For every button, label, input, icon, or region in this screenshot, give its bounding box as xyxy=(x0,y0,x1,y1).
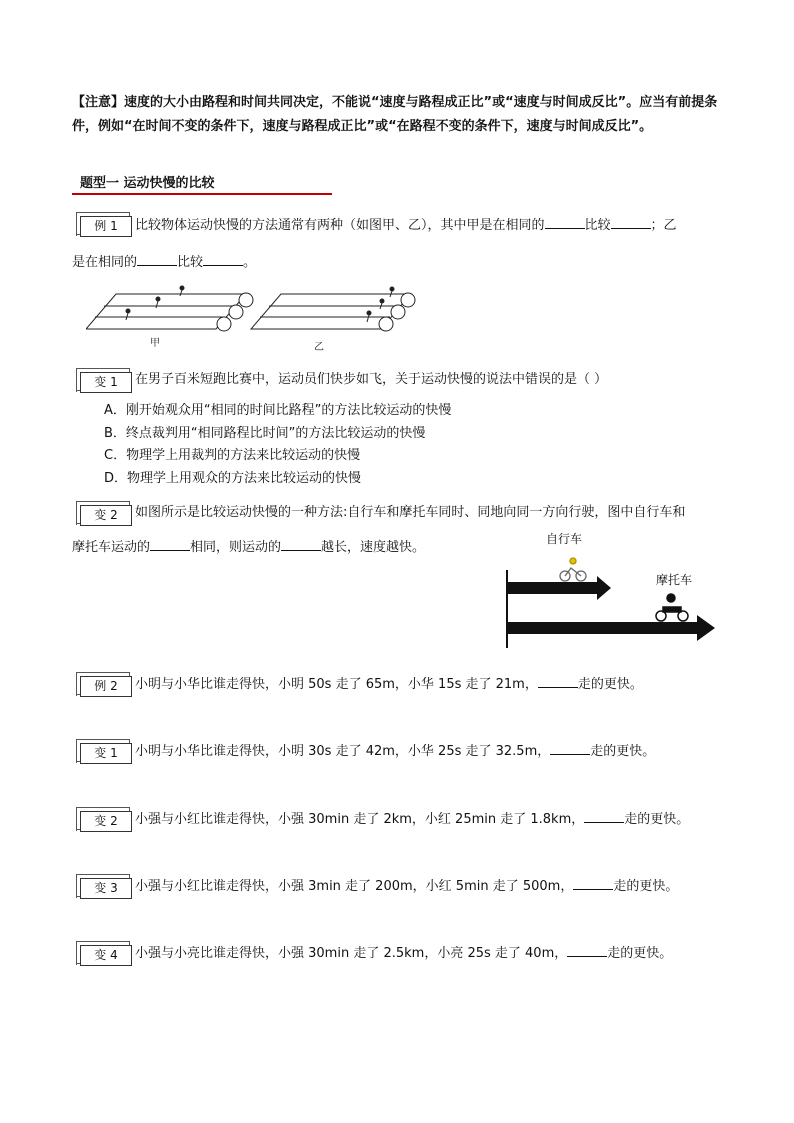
option-d: D．物理学上用观众的方法来比较运动的快慢 xyxy=(104,471,362,486)
blank xyxy=(545,216,585,229)
option-c: C．物理学上用裁判的方法来比较运动的快慢 xyxy=(104,448,361,463)
var2-text-a: 摩托车运动的 xyxy=(72,540,151,555)
ex1-text-a: 比较物体运动快慢的方法通常有两种（如图甲、乙），其中甲是在相同的 xyxy=(135,218,545,233)
blank xyxy=(550,742,590,755)
variant-2b-tag: 变 2 xyxy=(80,811,132,832)
blank xyxy=(538,675,578,688)
blank xyxy=(611,216,651,229)
note-tag: 【注意】 xyxy=(72,95,125,110)
bicycle-icon xyxy=(560,558,586,581)
blank xyxy=(584,810,624,823)
blank xyxy=(137,253,177,266)
blank xyxy=(281,538,321,551)
v1b-text-a: 小明与小华比谁走得快，小明 30s 走了 42m，小华 25s 走了 32.5m， xyxy=(135,744,551,759)
motorcycle-icon xyxy=(656,594,688,621)
bike-arrow xyxy=(507,576,611,600)
blank xyxy=(567,944,607,957)
v3b-text-b: 走的更快。 xyxy=(613,879,679,894)
blank xyxy=(573,877,613,890)
var2-text-b: 相同，则运动的 xyxy=(190,540,282,555)
example-1-line1 xyxy=(135,216,735,236)
ex1-text-f: 。 xyxy=(243,255,257,270)
bike-moto-figure xyxy=(505,552,720,652)
runner-icon xyxy=(126,286,184,320)
example-1-tag: 例 1 xyxy=(80,216,132,237)
v2b-text-b: 走的更快。 xyxy=(624,812,690,827)
v2b-text-a: 小强与小红比谁走得快，小强 30min 走了 2km，小红 25min 走了 1.8km， xyxy=(135,812,585,827)
clock-icon xyxy=(379,293,415,331)
ex1-text-e: 比较 xyxy=(177,255,204,270)
bike-label: 自行车 xyxy=(546,532,583,546)
variant-4b-tag: 变 4 xyxy=(80,945,132,966)
v4b-text-a: 小强与小亮比谁走得快，小强 30min 走了 2.5km，小亮 25s 走了 40m， xyxy=(135,946,568,961)
option-b: B．终点裁判用“相同路程比时间”的方法比较运动的快慢 xyxy=(104,426,426,441)
example-2-tag: 例 2 xyxy=(80,676,132,697)
variant-1b-text xyxy=(135,742,735,762)
note-text: 速度的大小由路程和时间共同决定，不能说“速度与路程成正比”或“速度与时间成反比”。应当有前提条件，例如“在时间不变的条件下，速度与路程成正比”或“在路程不变的条件下，速度与时间成反比”。 xyxy=(72,95,718,134)
note-paragraph xyxy=(72,91,728,139)
variant-2-line1: 如图所示是比较运动快慢的一种方法:自行车和摩托车同时、同地向同一方向行驶，图中自行车和 xyxy=(135,505,686,520)
variant-4b-text xyxy=(135,944,735,964)
variant-3b-tag: 变 3 xyxy=(80,878,132,899)
section-title: 题型一 运动快慢的比较 xyxy=(80,176,215,191)
variant-1-tag: 变 1 xyxy=(80,372,132,393)
figure-label-jia: 甲 xyxy=(150,338,160,349)
variant-3b-text xyxy=(135,877,735,897)
ex2-text-a: 小明与小华比谁走得快，小明 50s 走了 65m，小华 15s 走了 21m， xyxy=(135,677,538,692)
variant-1b-tag: 变 1 xyxy=(80,743,132,764)
moto-label: 摩托车 xyxy=(656,573,693,587)
section-underline xyxy=(72,193,332,195)
variant-2-line2 xyxy=(72,538,492,558)
ex2-text-b: 走的更快。 xyxy=(577,677,643,692)
v1b-text-b: 走的更快。 xyxy=(590,744,656,759)
v3b-text-a: 小强与小红比谁走得快，小强 3min 走了 200m，小红 5min 走了 500m， xyxy=(135,879,574,894)
figure-label-yi: 乙 xyxy=(314,342,324,353)
ex1-text-b: 比较 xyxy=(584,218,611,233)
variant-1-stem: 在男子百米短跑比赛中，运动员们快步如飞，关于运动快慢的说法中错误的是（ ） xyxy=(135,372,608,387)
variant-2-tag: 变 2 xyxy=(80,505,132,526)
blank xyxy=(150,538,190,551)
running-track-figure xyxy=(86,284,426,356)
v4b-text-b: 走的更快。 xyxy=(607,946,673,961)
variant-2b-text xyxy=(135,810,735,830)
clock-icon xyxy=(217,293,253,331)
example-1-line2 xyxy=(72,253,672,273)
ex1-text-d: 是在相同的 xyxy=(72,255,138,270)
ex1-text-c: ；乙 xyxy=(650,218,677,233)
example-2-text xyxy=(135,675,735,695)
blank xyxy=(203,253,243,266)
var2-text-c: 越长，速度越快。 xyxy=(321,540,426,555)
option-a: A．刚开始观众用“相同的时间比路程”的方法比较运动的快慢 xyxy=(104,403,452,418)
moto-arrow xyxy=(507,615,715,641)
